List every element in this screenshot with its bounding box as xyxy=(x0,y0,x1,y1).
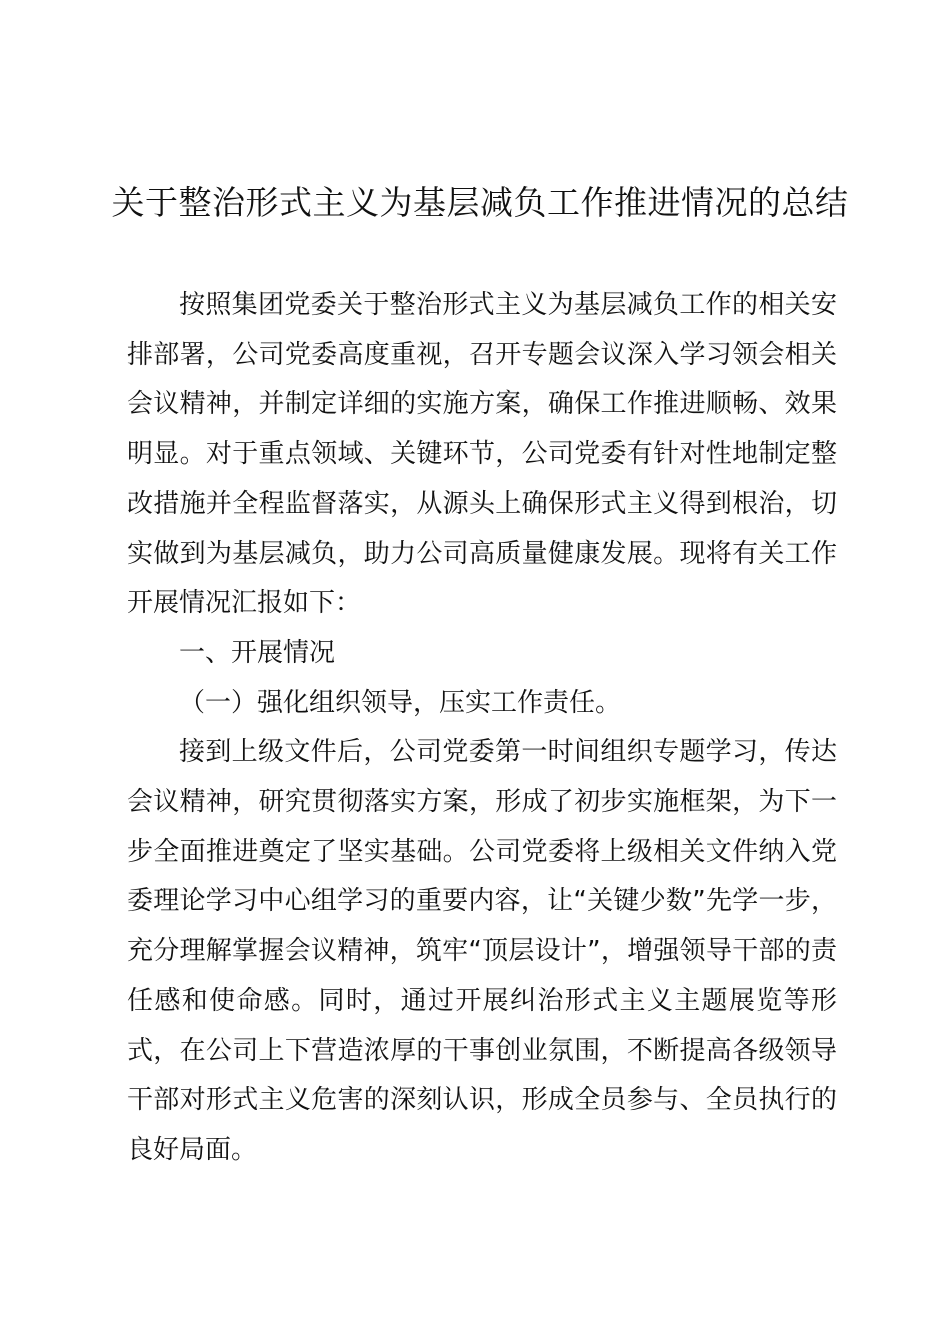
body-paragraph: 接到上级文件后，公司党委第一时间组织专题学习，传达会议精神，研究贯彻落实方案，形成了初步实施框架，为下一步全面推进奠定了坚实基础。公司党委将上级相关文件纳入党委理论学习中心组学习的重要内容，让“关键少数”先学一步，充分理解掌握会议精神，筑牢“顶层设计”，增强领导干部的责任感和使命感。同时，通过开展纠治形式主义主题展览等形式，在公司上下营造浓厚的干事创业氛围，不断提高各级领导干部对形式主义危害的深刻认识，形成全员参与、全员执行的良好局面。 xyxy=(127,737,837,1165)
document-body xyxy=(127,281,837,1176)
subsection-heading: （一）强化组织领导，压实工作责任。 xyxy=(179,687,622,718)
document-title: 关于整治形式主义为基层减负工作推进情况的总结 xyxy=(111,183,849,222)
intro-paragraph: 按照集团党委关于整治形式主义为基层减负工作的相关安排部署，公司党委高度重视，召开专题会议深入学习领会相关会议精神，并制定详细的实施方案，确保工作推进顺畅、效果明显。对于重点领域、关键环节，公司党委有针对性地制定整改措施并全程监督落实，从源头上确保形式主义得到根治，切实做到为基层减负，助力公司高质量健康发展。现将有关工作开展情况汇报如下： xyxy=(127,290,837,619)
section-heading: 一、开展情况 xyxy=(179,637,336,668)
